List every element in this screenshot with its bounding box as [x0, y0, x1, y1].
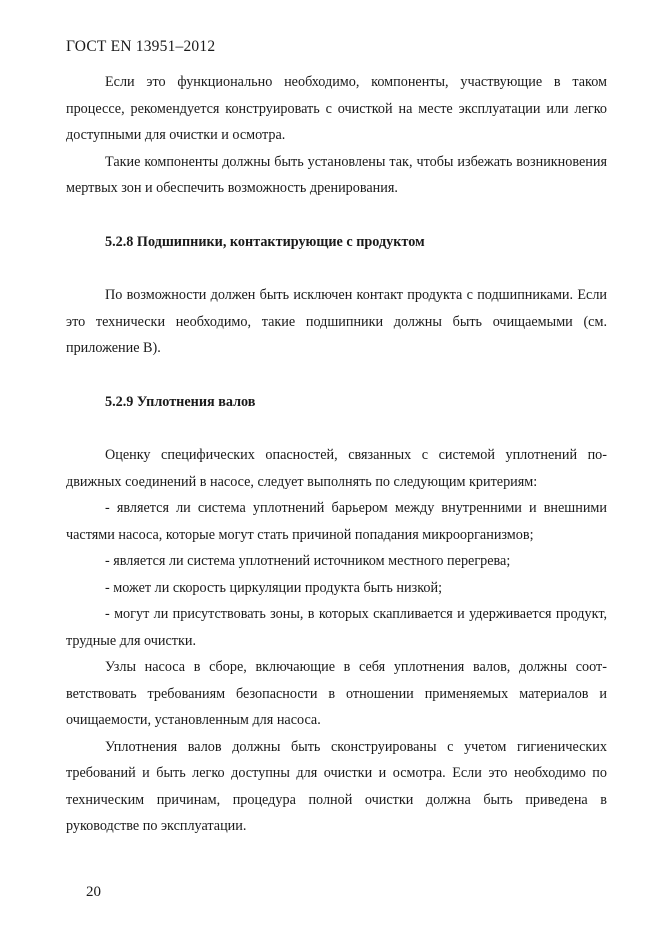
intro-paragraph-2: Такие компоненты должны быть установлены так, чтобы избежать возникновения мертвых зон и обеспечить возможность дренирования.	[66, 153, 607, 196]
section-5-2-9-paragraph-3: Уплотнения валов должны быть сконструированы с учетом гигиенических требований и быть легко доступны для очистки и осмотра. Если это необходимо по техническим причинам, процедура полной очистки должна быть приведена в руководстве по эксплуатации.	[66, 738, 607, 834]
spacer	[66, 415, 607, 442]
spacer	[66, 362, 607, 389]
page-number: 20	[86, 884, 101, 900]
section-5-2-9-paragraph-2: Узлы насоса в сборе, включающие в себя уплотнения валов, должны соответствовать требованиям безопасности в отношении применяемых материалов и очищаемости, установленным для насоса.	[66, 659, 607, 728]
criteria-list-item: - могут ли присутствовать зоны, в которых скапливается и удерживается продукт, трудные для очистки.	[66, 606, 607, 649]
spacer	[66, 202, 607, 229]
intro-paragraph-1: Если это функционально необходимо, компоненты, участвующие в таком процессе, рекомендуется конструировать с очисткой на месте эксплуатации или легко доступными для очистки и осмотра.	[66, 74, 607, 143]
spacer	[66, 255, 607, 282]
page-body	[66, 69, 607, 840]
section-5-2-8-paragraph: По возможности должен быть исключен контакт продукта с подшипниками. Если это технически необходимо, такие подшипники должны быть очищаемыми (см. приложение В).	[66, 287, 607, 356]
criteria-list-item: - является ли система уплотнений источником местного перегрева;	[105, 553, 511, 569]
section-5-2-9-paragraph-1: Оценку специфических опасностей, связанных с системой уплотнений подвижных соединений в насосе, следует выполнять по следующим критериям:	[66, 447, 607, 490]
section-heading-5-2-9: 5.2.9 Уплотнения валов	[105, 393, 256, 410]
document-header: ГОСТ EN 13951–2012	[66, 38, 216, 55]
section-heading-5-2-8: 5.2.8 Подшипники, контактирующие с продуктом	[105, 233, 425, 250]
criteria-list-item: - может ли скорость циркуляции продукта быть низкой;	[105, 579, 443, 596]
criteria-list-item: - является ли система уплотнений барьером между внутренними и внешними частями насоса, которые могут стать причиной попадания микроорганизмов;	[66, 500, 607, 543]
